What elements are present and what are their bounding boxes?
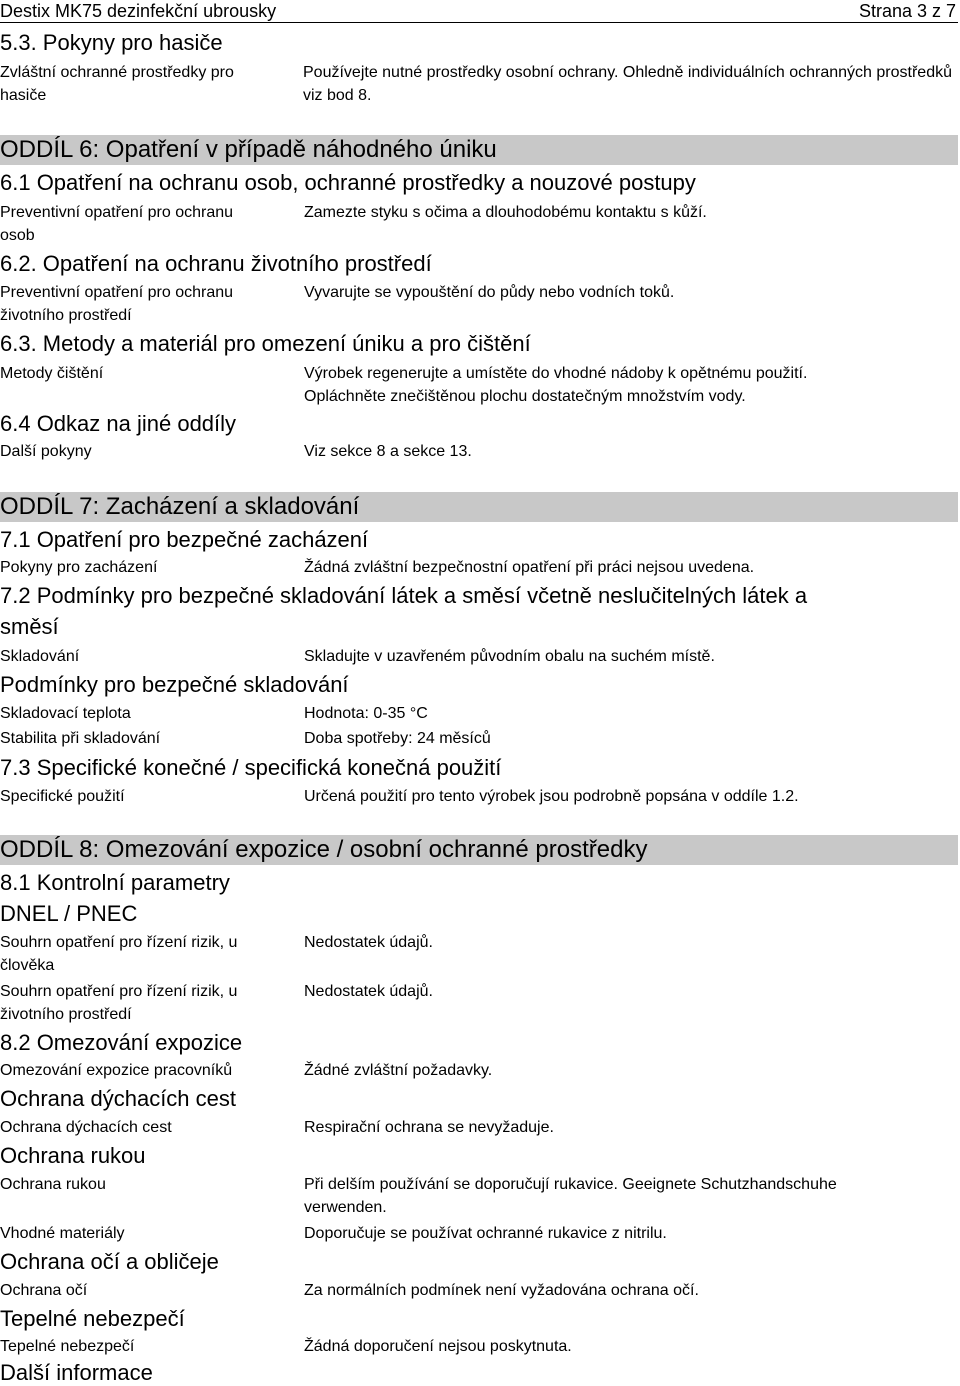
row-value: Žádná zvláštní bezpečnostní opatření při práci nejsou uvedena. xyxy=(304,559,755,576)
heading-storage-conditions: Podmínky pro bezpečné skladování xyxy=(0,672,349,697)
heading-8-2: 8.2 Omezování expozice xyxy=(0,1030,243,1055)
row-key: Vhodné materiály xyxy=(0,1225,125,1242)
heading-additional-information: Další informace xyxy=(0,1360,153,1385)
row-key: Preventivní opatření pro ochranu osob xyxy=(0,204,234,244)
heading-6-4: 6.4 Odkaz na jiné oddíly xyxy=(0,411,237,436)
section-6-heading: ODDÍL 6: Opatření v případě náhodného úniku xyxy=(0,135,958,165)
heading-6-3: 6.3. Metody a materiál pro omezení úniku a pro čištění xyxy=(0,331,531,356)
section-8-heading: ODDÍL 8: Omezování expozice / osobní ochranné prostředky xyxy=(0,835,958,865)
product-name: Destix MK75 dezinfekční ubrousky xyxy=(0,1,277,21)
heading-hand-protection: Ochrana rukou xyxy=(0,1143,146,1168)
section-7-heading: ODDÍL 7: Zacházení a skladování xyxy=(0,492,958,522)
row-value: Vyvarujte se vypouštění do půdy nebo vodních toků. xyxy=(304,284,675,301)
row-key: Ochrana očí xyxy=(0,1282,88,1299)
row-key: Ochrana dýchacích cest xyxy=(0,1119,172,1136)
row-value: Respirační ochrana se nevyžaduje. xyxy=(304,1119,554,1136)
row-key: Stabilita při skladování xyxy=(0,730,161,747)
row-key: Omezování expozice pracovníků xyxy=(0,1062,233,1079)
row-value: Nedostatek údajů. xyxy=(304,983,433,1000)
row-key: Ochrana rukou xyxy=(0,1176,106,1193)
row-value: Používejte nutné prostředky osobní ochrany. Ohledně individuálních ochranných prostředků viz bod 8. xyxy=(303,64,952,104)
row-key: Metody čištění xyxy=(0,365,104,382)
heading-7-3: 7.3 Specifické konečné / specifická konečná použití xyxy=(0,755,502,780)
heading-7-2-line2: směsí xyxy=(0,614,59,639)
row-value: Za normálních podmínek není vyžadována ochrana očí. xyxy=(304,1282,699,1299)
heading-7-1: 7.1 Opatření pro bezpečné zacházení xyxy=(0,527,369,552)
row-value: Žádné zvláštní požadavky. xyxy=(304,1062,493,1079)
page-number: Strana 3 z 7 xyxy=(858,1,956,21)
page-header xyxy=(0,0,958,23)
heading-8-1: 8.1 Kontrolní parametry xyxy=(0,870,230,895)
heading-5-3: 5.3. Pokyny pro hasiče xyxy=(0,30,223,55)
row-value: Hodnota: 0-35 °C xyxy=(304,705,428,722)
row-value: Skladujte v uzavřeném původním obalu na suchém místě. xyxy=(304,648,715,665)
row-value: Určená použití pro tento výrobek jsou podrobně popsána v oddíle 1.2. xyxy=(304,788,799,805)
heading-7-2-line1: 7.2 Podmínky pro bezpečné skladování látek a směsí včetně neslučitelných látek a xyxy=(0,583,808,608)
row-value: Doba spotřeby: 24 měsíců xyxy=(304,730,491,747)
heading-thermal-hazard: Tepelné nebezpečí xyxy=(0,1306,185,1331)
row-value: Viz sekce 8 a sekce 13. xyxy=(304,443,472,460)
row-key: Další pokyny xyxy=(0,443,92,460)
row-value: Nedostatek údajů. xyxy=(304,934,433,951)
row-key: Pokyny pro zacházení xyxy=(0,559,158,576)
row-key: Specifické použití xyxy=(0,788,125,805)
row-value: Doporučuje se používat ochranné rukavice z nitrilu. xyxy=(304,1225,667,1242)
row-key: Skladovací teplota xyxy=(0,705,131,722)
heading-6-1: 6.1 Opatření na ochranu osob, ochranné prostředky a nouzové postupy xyxy=(0,170,696,195)
row-key: Souhrn opatření pro řízení rizik, u člověka xyxy=(0,934,238,974)
row-value: Při delším používání se doporučují rukavice. Geeignete Schutzhandschuhe verwenden. xyxy=(304,1176,837,1216)
row-key: Skladování xyxy=(0,648,80,665)
heading-dnel-pnec: DNEL / PNEC xyxy=(0,901,138,926)
row-key: Souhrn opatření pro řízení rizik, u životního prostředí xyxy=(0,983,238,1023)
row-value: Žádná doporučení nejsou poskytnuta. xyxy=(304,1338,572,1355)
row-value: Zamezte styku s očima a dlouhodobému kontaktu s kůží. xyxy=(304,204,707,221)
row-key: Tepelné nebezpečí xyxy=(0,1338,135,1355)
row-key: Preventivní opatření pro ochranu životního prostředí xyxy=(0,284,234,324)
heading-6-2: 6.2. Opatření na ochranu životního prostředí xyxy=(0,251,432,276)
row-key: Zvláštní ochranné prostředky pro hasiče xyxy=(0,64,234,104)
heading-eye-protection: Ochrana očí a obličeje xyxy=(0,1249,219,1274)
row-value: Výrobek regenerujte a umístěte do vhodné nádoby k opětnému použití. Opláchněte znečištěnou plochu dostatečným množstvím vody. xyxy=(304,365,808,405)
heading-respiratory-protection: Ochrana dýchacích cest xyxy=(0,1086,237,1111)
